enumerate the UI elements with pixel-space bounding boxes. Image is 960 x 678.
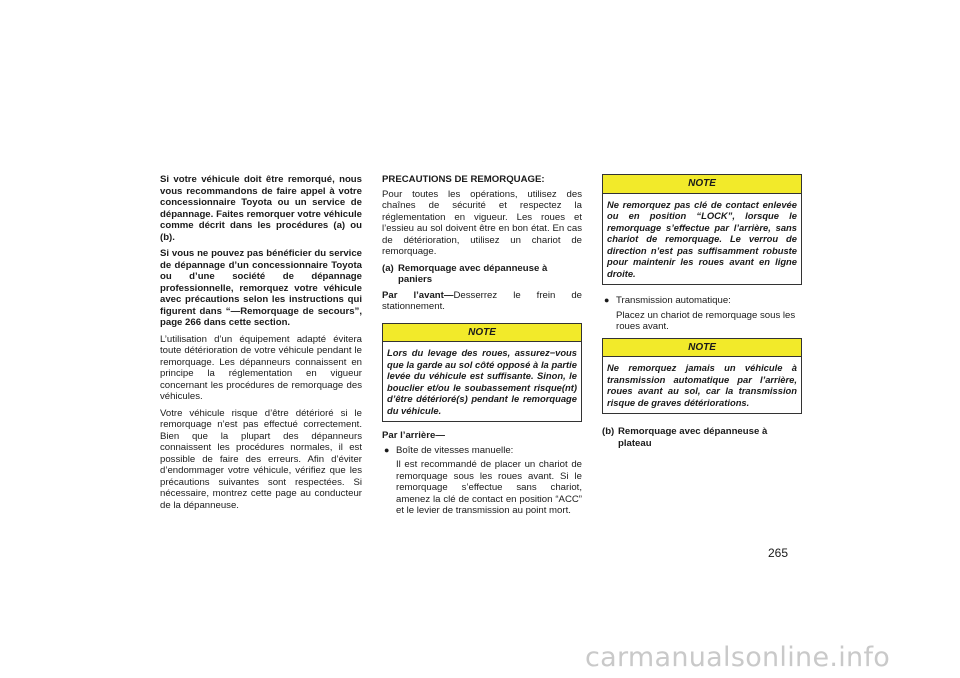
precautions-heading: PRECAUTIONS DE REMORQUAGE: xyxy=(382,174,545,185)
column-left xyxy=(160,174,362,516)
equipment-paragraph: L’utilisation d’un équipement adapté évitera toute détérioration de votre véhicule pendant le remorquage. Les dépanneurs connaissent en principe la réglementation en vigueur concernant les procédures de remorquage des véhicules. xyxy=(160,333,362,402)
intro-paragraph: Si votre véhicule doit être remorqué, nous vous recommandons de faire appel à votre concessionnaire Toyota ou un service de dépannage. Faites remorquer votre véhicule comme décrit dans les procédures (a) ou (b). xyxy=(160,174,362,243)
note-text: Lors du levage des roues, assurez−vous que la garde au sol côté opposé à la partie levée du véhicule est suffisante. Sinon, le bouclier et/ou le soubassement risque(nt) d’être détérioré(s) pendant le remorquage du véhicule. xyxy=(387,347,577,416)
manual-transmission-item xyxy=(382,445,582,457)
note-box-lifting xyxy=(382,323,582,423)
section-a-title: Remorquage avec dépanneuse à paniers xyxy=(398,262,548,285)
front-tow-paragraph xyxy=(382,290,582,313)
automatic-transmission-text: Placez un chariot de remorquage sous les roues avant. xyxy=(616,309,796,332)
bullet-title: Transmission automatique: xyxy=(616,295,731,306)
section-b-title: Remorquage avec dépanneuse à plateau xyxy=(618,426,768,449)
page-number: 265 xyxy=(768,546,789,560)
note-box-automatic xyxy=(602,338,802,415)
note-box-lock xyxy=(602,174,802,285)
bullet-icon: ● xyxy=(604,295,610,305)
front-tow-text: Desserrez le frein de stationnement. xyxy=(382,289,583,312)
bullet-title: Boîte de vitesses manuelle: xyxy=(396,444,514,456)
precautions-paragraph: Pour toutes les opérations, utilisez des chaînes de sécurité et respectez la réglementation en vigueur. Les roues et l’essieu au sol doivent être en bon état. En cas de détérioration, utilisez un chariot de remorquage. xyxy=(382,188,582,257)
note-header: NOTE xyxy=(603,175,801,194)
note-text: Ne remorquez pas clé de contact enlevée ou en position “LOCK”, lorsque le remorquage s’effectue par l’arrière, sans chariot de remorquage. Le verrou de direction n’est pas suffisamment robuste pour maintenir les roues avant en ligne droite. xyxy=(607,198,797,279)
column-middle xyxy=(382,174,582,522)
bullet-icon: ● xyxy=(384,444,390,455)
automatic-transmission-item xyxy=(602,295,802,307)
front-tow-label: Par l’avant— xyxy=(382,289,454,301)
section-b-heading xyxy=(602,426,802,449)
section-a-label: (a) xyxy=(382,262,394,274)
section-b-label: (b) xyxy=(602,426,615,437)
damage-paragraph: Votre véhicule risque d’être détérioré si le remorquage n’est pas effectué correctement. Bien que la plupart des dépanneurs connaissent les procédures normales, il est possible de faire des erreurs. Afin d’éviter d’endommager votre véhicule, vérifiez que les précautions suivantes sont respectées. Si nécessaire, montrez cette page au conducteur de la dépanneuse. xyxy=(160,407,362,511)
manual-transmission-text: Il est recommandé de placer un chariot de remorquage sous les roues avant. Si le remorquage s’effectue sans chariot, amenez la clé de contact en position “ACC” et le levier de transmission au point mort. xyxy=(396,459,582,516)
note-text: Ne remorquez jamais un véhicule à transmission automatique par l’arrière, roues avant au sol, car la transmission risque de graves détériorations. xyxy=(607,362,797,408)
note-header: NOTE xyxy=(383,324,581,343)
section-a-heading xyxy=(382,263,582,286)
note-header: NOTE xyxy=(603,339,801,358)
emergency-paragraph: Si vous ne pouvez pas bénéficier du service de dépannage d’un concessionnaire Toyota ou d’une société de dépannage professionnelle, remorquez votre véhicule avec précautions selon les instructions qui figurent dans “—Remorquage de secours”, page 266 dans cette section. xyxy=(160,248,362,328)
column-right xyxy=(602,174,802,453)
watermark: carmanualsonline.info xyxy=(585,642,891,673)
rear-tow-label: Par l’arrière— xyxy=(382,430,445,441)
